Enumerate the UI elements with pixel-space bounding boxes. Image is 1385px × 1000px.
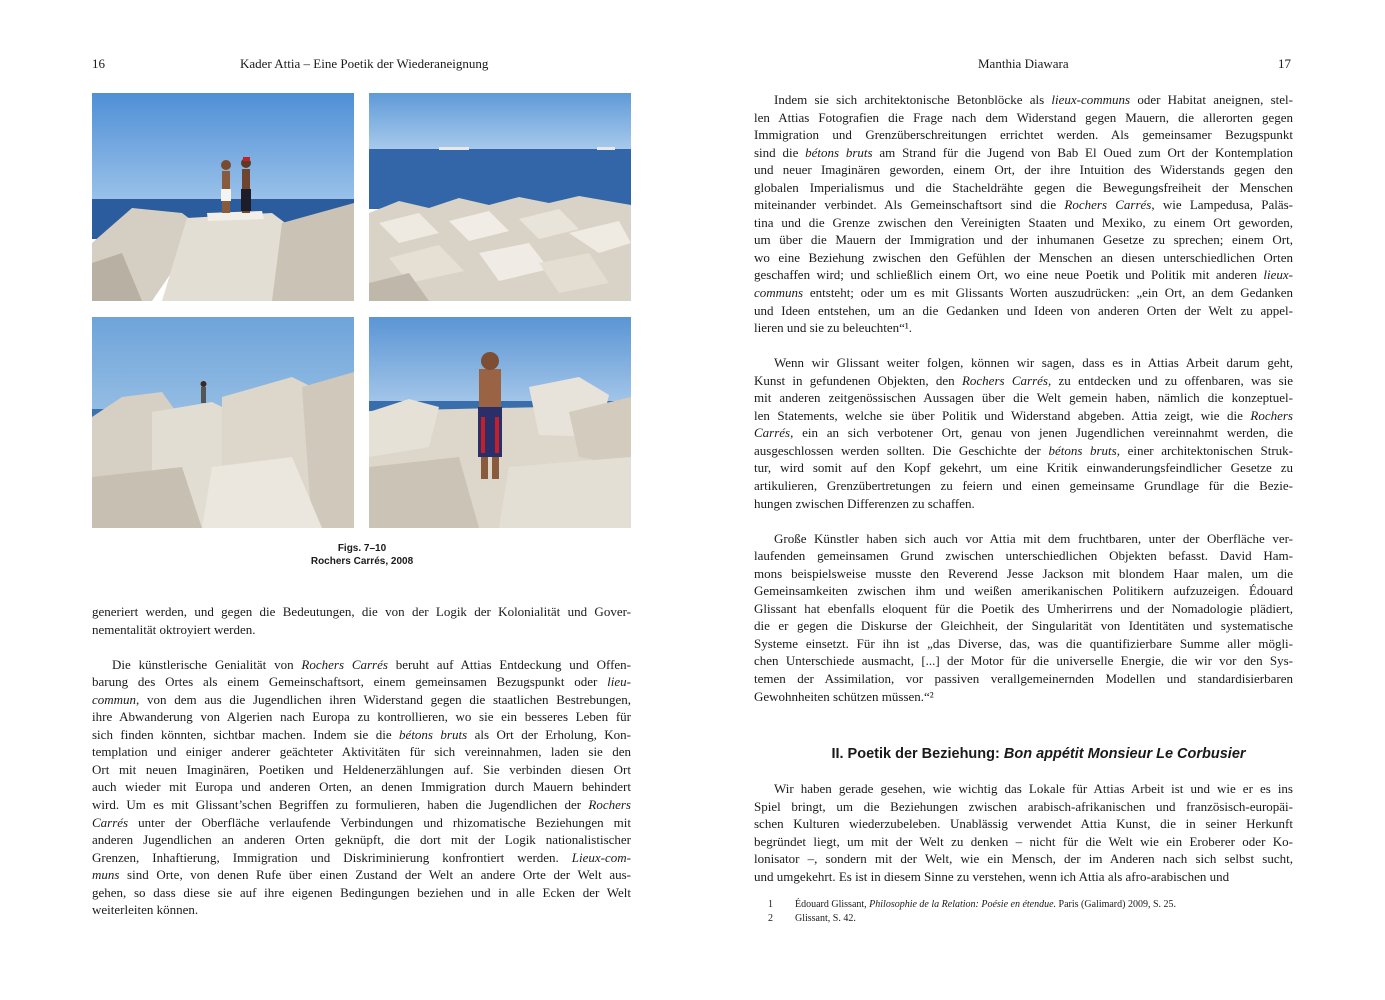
text-run: schen Kulturen wiederzubeleben. Unablässig verwendet Attia Kunst, die in seiner Herkunft [754, 816, 1293, 832]
text-run: Indem sie sich architektonische Betonblöcke als [774, 92, 1052, 107]
text-run: lonisator –, sondern mit der Welt, wie ein Mensch, der im Anderen nach sich selbst sucht, [754, 851, 1293, 867]
section-heading [782, 745, 1295, 763]
footnote-text [795, 912, 856, 926]
text-run: Grenzen, Inhaftierung, Immigration und Diskriminierung konfrontiert werden. [92, 849, 572, 865]
page-number-right: 17 [1278, 56, 1291, 71]
text-run: mons beispielsweise musste den Reverend Jesse Jackson mit blondem Haar malen, um die [754, 565, 1293, 581]
text-line [754, 284, 1293, 302]
text-line [754, 161, 1293, 179]
right-paragraph-3 [754, 530, 1293, 705]
footnote [768, 898, 1298, 912]
text-run: Die künstlerische Genialität von [112, 656, 302, 672]
text-line [754, 109, 1293, 127]
text-line [754, 231, 1293, 249]
text-line [754, 850, 1293, 868]
text-line: nementalität oktroyiert werden. [92, 621, 256, 637]
text-run: oder Habitat aneignen, stel- [1130, 92, 1293, 107]
text-line [754, 214, 1293, 232]
right-paragraph-4 [754, 780, 1293, 885]
text-line [754, 319, 1293, 337]
italic-term: commun [92, 691, 137, 707]
photo-fig-9 [92, 317, 354, 528]
footnotes [768, 898, 1298, 925]
right-body-text [754, 91, 1293, 705]
text-run: Spiel bringt, um die Beziehungen zwischen arabisch-afrikanischen und französisch-europäi- [754, 798, 1293, 814]
text-run: ausgeschlossen werden sollten. Die Geschichte der [754, 442, 1049, 458]
text-line [754, 407, 1293, 425]
text-line [754, 424, 1293, 442]
italic-term: lieux-communs [1051, 92, 1131, 107]
italic-term: Rochers Carrés, [1064, 197, 1155, 213]
text-run: Gemeinsamkeiten zwischen ihm und weißen amerikanischen Politikern aufzuzeigen. Édouard [754, 583, 1293, 599]
text-run: geschaffen wird; und schließlich einem Ort, wo eine neue Poetik und Politik mit anderen [754, 267, 1264, 283]
right-body-text-section-2 [754, 780, 1293, 885]
italic-term: Rochers [1250, 407, 1293, 423]
text-run: um über die Mauern der Immigration und der inhumanen Gesetze zu sprechen; einem Ort, [754, 232, 1293, 248]
text-run: beruht auf Attias Entdeckung und Offen- [387, 656, 632, 672]
running-head-right: Manthia Diawara [978, 56, 1069, 71]
text-run: anderen Jugendlichen an anderen Orten geknüpft, die dort mit der Logik nationalistischer [92, 832, 631, 848]
page-number-left: 16 [92, 56, 105, 71]
italic-term: communs [754, 285, 804, 301]
text-run: gehen, so dass diese sie auf ihre eigenen Bedingungen beziehen und in alle Ecken der Welt [92, 884, 631, 900]
text-run: sind Orte, von denen Rufe über einen Zustand der Welt an andere Orte der Welt aus- [119, 867, 631, 883]
text-run: Große Künstler haben sich auch vor Attia mit dem fruchtbaren, unter der Oberfläche ver- [774, 530, 1293, 546]
italic-term: bétons bruts [805, 144, 873, 160]
text-line [754, 815, 1293, 833]
text-run: laufenden gemeinsamen Grund zwischen unterschiedlichen Objekten befasst. David Ham- [754, 548, 1293, 564]
text-line [754, 582, 1293, 600]
text-line [754, 868, 1293, 886]
text-line [754, 600, 1293, 618]
text-line [754, 530, 1293, 548]
text-run: begründet liegt, um mit der Welt zu denken – nicht für die Welt wie ein Eroberer oder Ko- [754, 833, 1293, 849]
text-run: Gewohnheiten schützen müssen.“² [754, 688, 934, 704]
text-line [754, 91, 1293, 109]
right-page [692, 0, 1385, 1000]
text-run: am Strand für die Jugend von Bab El Oued zum Ort der Kontemplation [872, 144, 1293, 160]
text-run: artikulieren, Grenzübertretungen zu feiern und einen gemeinsame Grundlage für die Bezie- [754, 477, 1293, 493]
text-run: und Ideen entstehen, um an die Gedanken und Ideen von anderen Orten der Welt zu appel- [754, 302, 1293, 318]
text-line [754, 652, 1293, 670]
text-line [754, 547, 1293, 565]
text-line [754, 459, 1293, 477]
text-run: sind die [754, 144, 806, 160]
text-line [754, 266, 1293, 284]
left-body-text [92, 603, 631, 919]
text-line [92, 778, 631, 796]
text-line [754, 249, 1293, 267]
text-run: Immigration und Grenzüberschreitungen errichtet werden. Als gemeinsamer Bezugspunkt [754, 127, 1293, 143]
text-line [92, 743, 631, 761]
footnote-text [795, 898, 1176, 912]
text-line [754, 302, 1293, 320]
text-line [92, 796, 631, 814]
text-line [754, 389, 1293, 407]
text-run: , von dem aus die Jugendlichen ihren Widerstand gegen die staatlichen Bestrebungen, [136, 691, 631, 707]
text-line [92, 761, 631, 779]
text-line [754, 617, 1293, 635]
italic-term: Rochers Carrés [301, 656, 388, 672]
italic-term: lieu- [607, 674, 631, 690]
text-run: weiterleiten können. [92, 902, 199, 918]
italic-term: Rochers [588, 796, 631, 812]
text-line [754, 565, 1293, 583]
text-run: wird. Um es mit Glissant’schen Begriffen zu formulieren, haben die Jugendlichen der [92, 796, 589, 812]
text-run: einer architektonischen Struk- [1119, 442, 1294, 458]
text-line [754, 442, 1293, 460]
text-line [92, 673, 631, 691]
italic-term: bétons bruts [399, 726, 468, 742]
text-run: hungen zwischen Differenzen zu schaffen. [754, 495, 975, 511]
italic-term: muns [92, 867, 120, 883]
text-run: und umgekehrt. Es ist in diesem Sinne zu verstehen, wenn ich Attia als afro-arabischen und [754, 868, 1230, 884]
text-run: die er gegen die Diskurse der Gleichheit, der Singularität von Identitäten und systematische [754, 618, 1293, 634]
text-run: ein an sich verbotener Ort, genau von jenen Jugendlichen vereinnahmt werden, die [793, 425, 1293, 441]
text-run: wie Lampedusa, Paläs- [1154, 197, 1294, 213]
text-line [754, 354, 1293, 372]
text-run: barung des Ortes als einem Gemeinschaftsort, einem gemeinsamen Bezugspunkt oder [92, 674, 608, 690]
text-line [754, 144, 1293, 162]
text-line [92, 726, 631, 744]
text-line [754, 833, 1293, 851]
text-run: Édouard Glissant, [795, 899, 870, 910]
text-run: miteinander verbindet. Als Gemeinschaftsort sind die [754, 197, 1065, 213]
text-run: tur, wird somit auf den Kopf gekehrt, um eine Kritik einwanderungsfeindlicher Gesetze zu [754, 460, 1293, 476]
text-line [92, 814, 631, 832]
caption-title: Rochers Carrés, 2008 [310, 556, 414, 567]
figure-caption [92, 542, 632, 568]
italic-term: Carrés, [754, 425, 794, 441]
text-run: Systeme einsetzt. Für ihn ist „das Diverse, das, was die quantifizierbare Summe aller mögli- [754, 635, 1293, 651]
text-run: Glissant, S. 42. [795, 912, 856, 924]
heading-prefix: II. Poetik der Beziehung: [831, 746, 1004, 762]
text-line [754, 495, 1293, 513]
text-run: templation und einiger anderer geächteter Aktivitäten für sich vereinnahmen, laden sie den [92, 744, 631, 760]
text-run: mit anderen zeitgenössischen Aussagen über die Welt gemein haben, nämlich die konzeptuel- [754, 390, 1293, 406]
italic-term: Lieux-com- [571, 849, 631, 865]
text-run: zu entdecken und zu offenbaren, was sie [1051, 372, 1294, 388]
text-run: chen Unterschiede ausmacht, [...] der Motor für die universelle Energie, die wir vor den Sys- [754, 653, 1293, 669]
text-run: sich finden könnten, sichtbar machen. Indem sie die [92, 726, 400, 742]
left-paragraph-2 [92, 656, 631, 919]
text-run: len Attias Fotografien die Frage nach dem Widerstand gegen Mauern, die allerorten gegen [754, 109, 1293, 125]
italic-term: Rochers Carrés, [961, 372, 1052, 388]
text-line [754, 798, 1293, 816]
text-line [754, 477, 1293, 495]
text-line [754, 179, 1293, 197]
text-run: len Statements, welche sie über Politik und Widerstand abgeben. Attia zeigt, wie die [754, 407, 1251, 423]
photo-fig-10 [369, 317, 631, 528]
text-run: Glissant hat ebenfalls eloquent für die Poetik des Umherirrens und der Nomadologie plädiert, [754, 600, 1293, 616]
text-run: globalen Imperialismus und die Stacheldrähte gegen die Bewegungsfreiheit der Menschen [754, 179, 1293, 195]
right-paragraph-1 [754, 91, 1293, 337]
text-run: Kunst in gefundenen Objekten, den [754, 372, 962, 388]
caption-figs: Figs. 7–10 [337, 543, 387, 554]
text-run: Ort mit neuen Imaginären, Poetiken und Heldenerzählungen auf. Sie verbinden diesen Ort [92, 761, 631, 777]
text-line [754, 126, 1293, 144]
text-run: auch wieder mit Europa und anderen Orten, an denen Immigration durch Mauern behindert [92, 779, 631, 795]
text-line [92, 901, 631, 919]
text-run: entsteht; oder um es mit Glissants Worten auszudrücken: „ein Ort, an dem Gedanken [803, 285, 1293, 301]
text-run: Wir haben gerade gesehen, wie wichtig das Lokale für Attias Arbeit ist und wie er es ins [774, 781, 1293, 796]
text-line [92, 866, 631, 884]
left-paragraph-1 [92, 603, 631, 638]
text-run: ihre Abwanderung von Algerien nach Europa zu kontrollieren, wo sie ein besseres Leben für [92, 709, 631, 725]
text-line [92, 884, 631, 902]
italic-term: lieux- [1263, 267, 1293, 283]
text-line [754, 196, 1293, 214]
left-page [0, 0, 692, 1000]
photo-fig-8 [369, 93, 631, 301]
italic-title: Philosophie de la Relation: Poésie en étendue. [869, 899, 1057, 910]
text-line [754, 635, 1293, 653]
text-line [754, 780, 1293, 798]
running-head-left: Kader Attia – Eine Poetik der Wiederaneignung [240, 56, 489, 71]
text-run: tina und die Grenze zwischen den Vereinigten Staaten und Mexiko, zu einem Ort geworden, [754, 214, 1293, 230]
text-line [92, 691, 631, 709]
text-run: lieren und sie zu beleuchten“¹. [754, 320, 913, 336]
footnote-number: 2 [768, 912, 773, 924]
text-line [92, 656, 631, 674]
italic-term: bétons bruts, [1048, 442, 1120, 458]
text-run: Wenn wir Glissant weiter folgen, können wir sagen, dass es in Attias Arbeit darum geht, [774, 355, 1293, 371]
text-line: generiert werden, und gegen die Bedeutungen, die von der Logik der Kolonialität und Gover- [92, 604, 631, 619]
footnote-number: 1 [768, 899, 773, 910]
text-run: und neuer Imaginären geworden, einem Ort, der ihre Intuition des Widerstands gegen den [754, 162, 1293, 178]
text-run: unter der Oberfläche verlaufende Verbindungen und rhizomatische Beziehungen mit [128, 814, 631, 830]
text-run: wo eine Beziehung zwischen den Gefühlen der Menschen an diesen unterschiedlichen Orten [754, 249, 1293, 265]
text-line [92, 708, 631, 726]
italic-term: Carrés [92, 814, 129, 830]
text-line [92, 849, 631, 867]
right-paragraph-2 [754, 354, 1293, 512]
text-run: als Ort der Erholung, Kon- [467, 726, 632, 742]
text-line [754, 688, 1293, 706]
text-run: temen der Assimilation, vor passiven verallgemeinernden Modellen und standardisierbaren [754, 670, 1293, 686]
text-line [92, 831, 631, 849]
heading-title: Bon appétit Monsieur Le Corbusier [1003, 746, 1246, 762]
text-line [754, 670, 1293, 688]
text-run: Paris (Galimard) 2009, S. 25. [1056, 899, 1177, 910]
text-line [754, 372, 1293, 390]
photo-fig-7 [92, 93, 354, 301]
footnote [768, 912, 1298, 926]
